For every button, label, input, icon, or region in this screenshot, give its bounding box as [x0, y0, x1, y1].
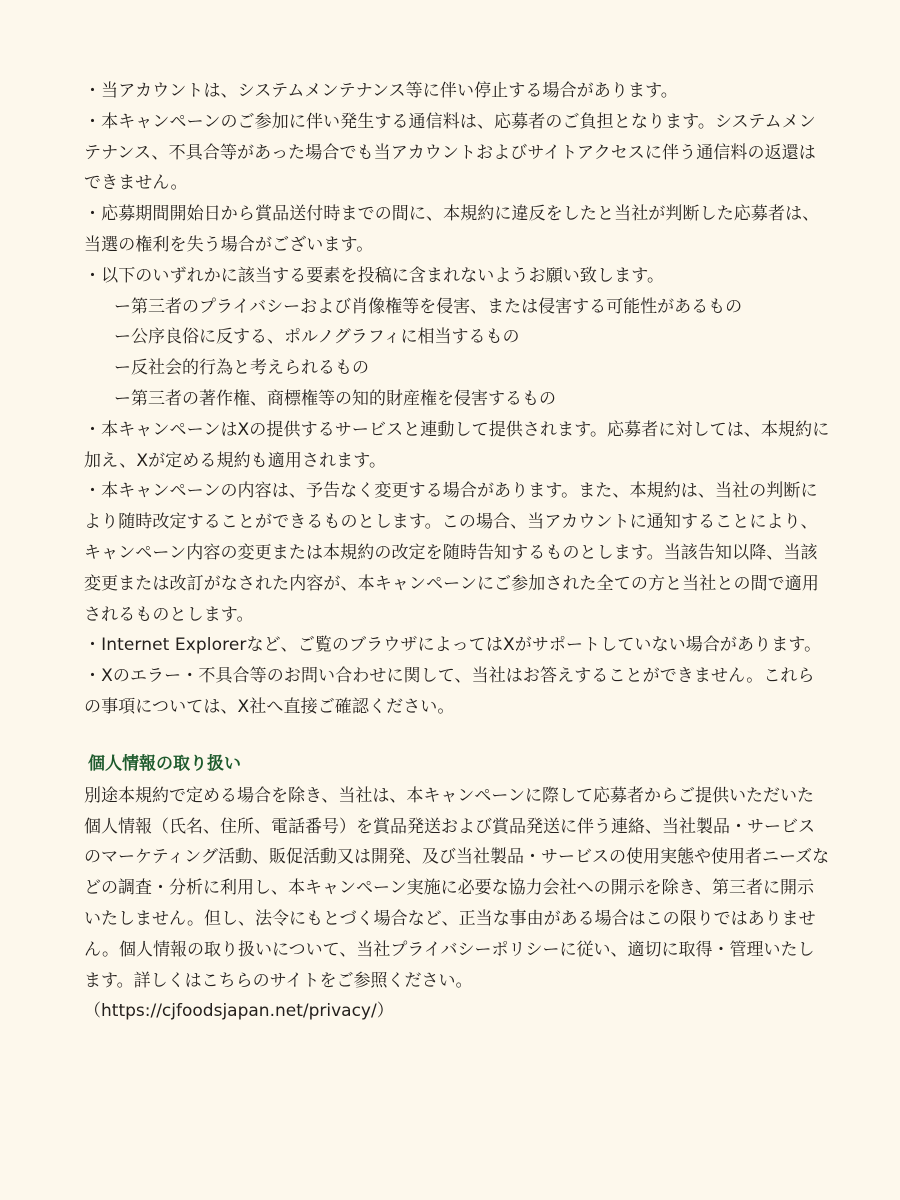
terms-item: ・応募期間開始日から賞品送付時までの間に、本規約に違反をしたと当社が判断した応募者は、当選の権利を失う場合がございます。	[84, 204, 820, 255]
terms-list	[84, 76, 830, 723]
terms-item: ・Xのエラー・不具合等のお問い合わせに関して、当社はお答えすることができません。これらの事項については、X社へ直接ご確認ください。	[84, 666, 815, 717]
prohibited-item: ー反社会的行為と考えられるもの	[114, 358, 369, 379]
terms-item: ・当アカウントは、システムメンテナンス等に伴い停止する場合があります。	[84, 81, 678, 101]
terms-item: ・本キャンペーンはXの提供するサービスと連動して提供されます。応募者に対しては、本規約に加え、Xが定める規約も適用されます。	[84, 419, 830, 471]
privacy-policy-link[interactable]: （https://cjfoodsjapan.net/privacy/）	[84, 1001, 394, 1022]
terms-item: ・以下のいずれかに該当する要素を投稿に含まれないようお願い致します。	[84, 265, 665, 286]
prohibited-item: ー第三者のプライバシーおよび肖像権等を侵害、または侵害する可能性があるもの	[114, 296, 743, 317]
privacy-section-title: 個人情報の取り扱い	[88, 753, 241, 774]
prohibited-item: ー公序良俗に反する、ポルノグラフィに相当するもの	[114, 327, 520, 348]
prohibited-item: ー第三者の著作権、商標権等の知的財産権を侵害するもの	[114, 388, 556, 409]
terms-item: ・Internet Explorerなど、ご覧のブラウザによってはXがサポートしていない場合があります。	[84, 635, 822, 656]
prohibited-content-list	[84, 292, 830, 415]
terms-item: ・本キャンペーンのご参加に伴い発生する通信料は、応募者のご負担となります。システムメンテナンス、不具合等があった場合でも当アカウントおよびサイトアクセスに伴う通信料の返還はできません。	[84, 111, 816, 194]
terms-item: ・本キャンペーンの内容は、予告なく変更する場合があります。また、本規約は、当社の判断により随時改定することができるものとします。この場合、当アカウントに通知することにより、キャンペーン内容の変更または本規約の改定を随時告知するものとします。当該告知以降、当該変更または改訂がなされた内容が、本キャンペーンにご参加された全ての方と当社との間で適用されるものとします。	[84, 481, 819, 625]
privacy-body: 別途本規約で定める場合を除き、当社は、本キャンペーンに際して応募者からご提供いただいた個人情報（氏名、住所、電話番号）を賞品発送および賞品発送に伴う連絡、当社製品・サービスのマーケティング活動、販促活動又は開発、及び当社製品・サービスの使用実態や使用者ニーズなどの調査・分析に利用し、本キャンペーン実施に必要な協力会社への開示を除き、第三者に開示いたしません。但し、法令にもとづく場合など、正当な事由がある場合はこの限りではありません。個人情報の取り扱いについて、当社プライバシーポリシーに従い、適切に取得・管理いたします。詳しくはこちらのサイトをご参照ください。	[84, 785, 830, 991]
